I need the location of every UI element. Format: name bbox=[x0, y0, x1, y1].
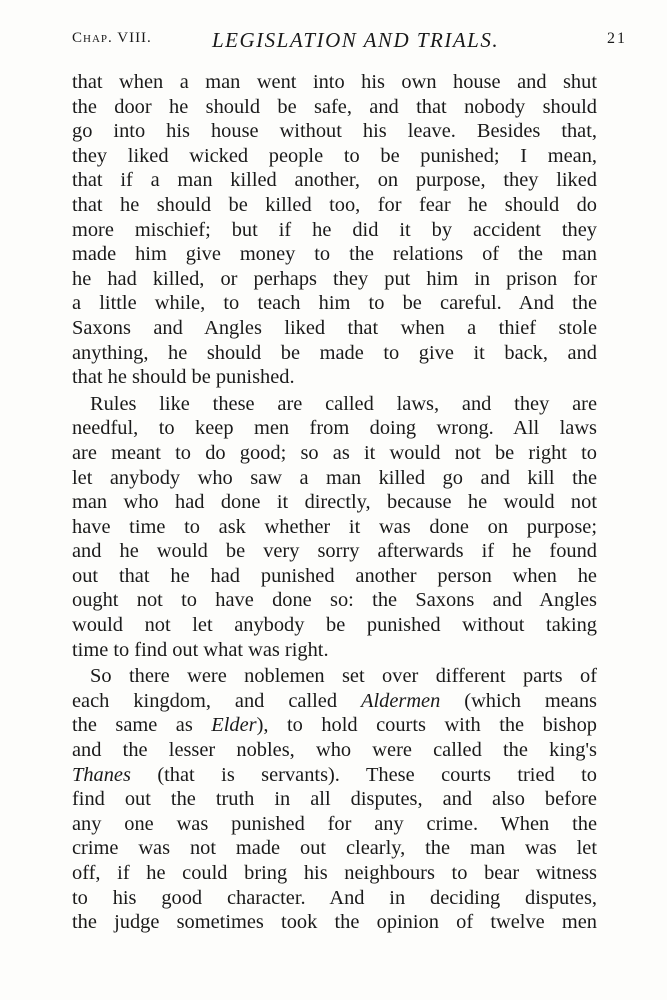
text-line: Saxons and Angles liked that when a thief stole bbox=[72, 316, 597, 339]
paragraph bbox=[72, 664, 597, 935]
text-line: crime was not made out clearly, the man was let bbox=[72, 837, 597, 860]
text-line: let anybody who saw a man killed go and kill the bbox=[72, 466, 597, 489]
text-line: more mischief; but if he did it by accident they bbox=[72, 218, 597, 241]
italic-term: Elder bbox=[211, 714, 257, 737]
text-line: the door he should be safe, and that nobody should bbox=[72, 95, 597, 118]
paragraph bbox=[72, 70, 597, 390]
text-line: each kingdom, and called Aldermen (which means bbox=[72, 689, 597, 712]
text-line: are meant to do good; so as it would not be right to bbox=[72, 441, 597, 464]
italic-term: Aldermen bbox=[361, 689, 441, 712]
body-text bbox=[72, 70, 597, 935]
running-title: LEGISLATION AND TRIALS. bbox=[212, 28, 500, 52]
text-line: the same as Elder), to hold courts with the bishop bbox=[72, 714, 597, 737]
text-line: So there were noblemen set over different parts of bbox=[90, 665, 597, 688]
text-line: out that he had punished another person when he bbox=[72, 564, 597, 587]
text-line: Rules like these are called laws, and they are bbox=[90, 392, 597, 415]
chapter-label: Chap. VIII. bbox=[72, 30, 152, 46]
text-line: find out the truth in all disputes, and also before bbox=[72, 788, 597, 811]
text-line: they liked wicked people to be punished; I mean, bbox=[72, 144, 597, 167]
italic-term: Thanes bbox=[72, 763, 131, 786]
running-header bbox=[72, 28, 627, 58]
text-line: off, if he could bring his neighbours to bear witness bbox=[72, 862, 597, 884]
text-line: to his good character. And in deciding disputes, bbox=[72, 886, 597, 909]
text-line: and he would be very sorry afterwards if he found bbox=[72, 540, 597, 563]
text-line: made him give money to the relations of the man bbox=[72, 243, 597, 266]
paragraph bbox=[72, 392, 597, 663]
text-line: Thanes (that is servants). These courts tried to bbox=[72, 763, 597, 786]
text-line: and the lesser nobles, who were called the king's bbox=[72, 739, 597, 762]
text-line: man who had done it directly, because he would not bbox=[72, 491, 597, 514]
text-line: he had killed, or perhaps they put him in prison for bbox=[72, 267, 597, 290]
text-line: that he should be killed too, for fear he should do bbox=[72, 193, 597, 216]
text-line: ought not to have done so: the Saxons and Angles bbox=[72, 589, 597, 612]
text-line: the judge sometimes took the opinion of twelve men bbox=[72, 911, 597, 934]
text-line: would not let anybody be punished without taking bbox=[72, 614, 597, 637]
text-line: anything, he should be made to give it back, and bbox=[72, 341, 597, 364]
text-line: have time to ask whether it was done on purpose; bbox=[72, 515, 597, 538]
text-line: that if a man killed another, on purpose, they liked bbox=[72, 169, 597, 192]
page-number: 21 bbox=[607, 30, 627, 47]
text-line: needful, to keep men from doing wrong. All laws bbox=[72, 417, 597, 440]
text-line: go into his house without his leave. Besides that, bbox=[72, 120, 597, 143]
text-line: any one was punished for any crime. When the bbox=[72, 812, 597, 835]
text-line: that when a man went into his own house and shut bbox=[72, 71, 597, 93]
text-line: a little while, to teach him to be careful. And the bbox=[72, 292, 597, 315]
text-line: time to find out what was right. bbox=[72, 638, 329, 661]
text-line: that he should be punished. bbox=[72, 366, 295, 389]
